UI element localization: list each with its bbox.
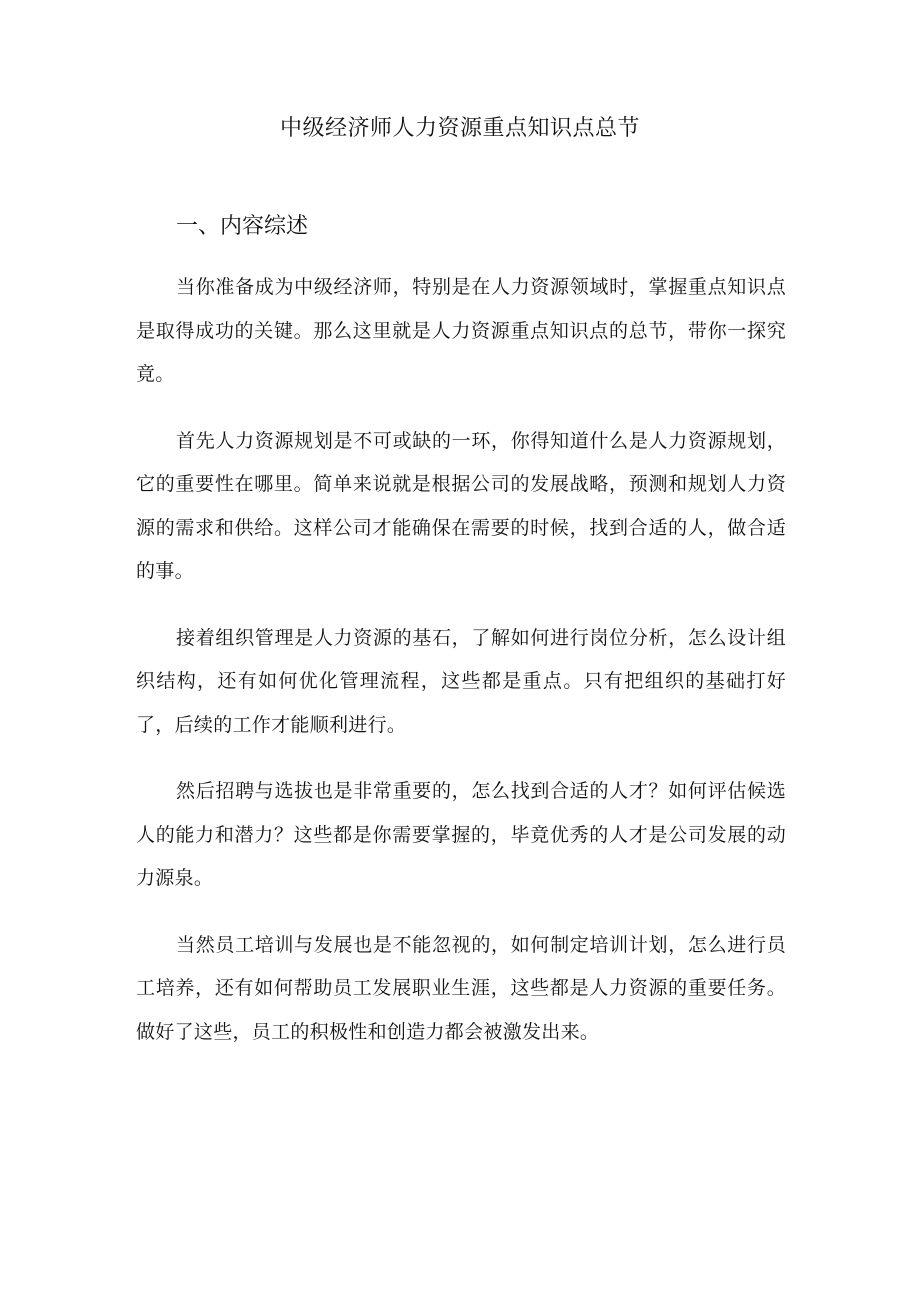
paragraph-5: 当然员工培训与发展也是不能忽视的，如何制定培训计划，怎么进行员工培养，还有如何帮助员工发展职业生涯，这些都是人力资源的重要任务。做好了这些，员工的积极性和创造力都会被激发出来。 <box>136 933 786 1043</box>
document-body <box>136 266 786 1077</box>
paragraph-2: 首先人力资源规划是不可或缺的一环，你得知道什么是人力资源规划，它的重要性在哪里。简单来说就是根据公司的发展战略，预测和规划人力资源的需求和供给。这样公司才能确保在需要的时候，找到合适的人，做合适的事。 <box>136 429 786 582</box>
document-title: 中级经济师人力资源重点知识点总节 <box>279 116 640 141</box>
paragraph-4: 然后招聘与选拔也是非常重要的，怎么找到合适的人才？如何评估候选人的能力和潜力？这些都是你需要掌握的，毕竟优秀的人才是公司发展的动力源泉。 <box>136 780 786 889</box>
section-heading: 一、内容综述 <box>176 214 309 239</box>
paragraph-1: 当你准备成为中级经济师，特别是在人力资源领域时，掌握重点知识点是取得成功的关键。那么这里就是人力资源重点知识点的总节，带你一探究竟。 <box>136 276 786 385</box>
paragraph-3: 接着组织管理是人力资源的基石，了解如何进行岗位分析，怎么设计组织结构，还有如何优化管理流程，这些都是重点。只有把组织的基础打好了，后续的工作才能顺利进行。 <box>136 626 786 736</box>
